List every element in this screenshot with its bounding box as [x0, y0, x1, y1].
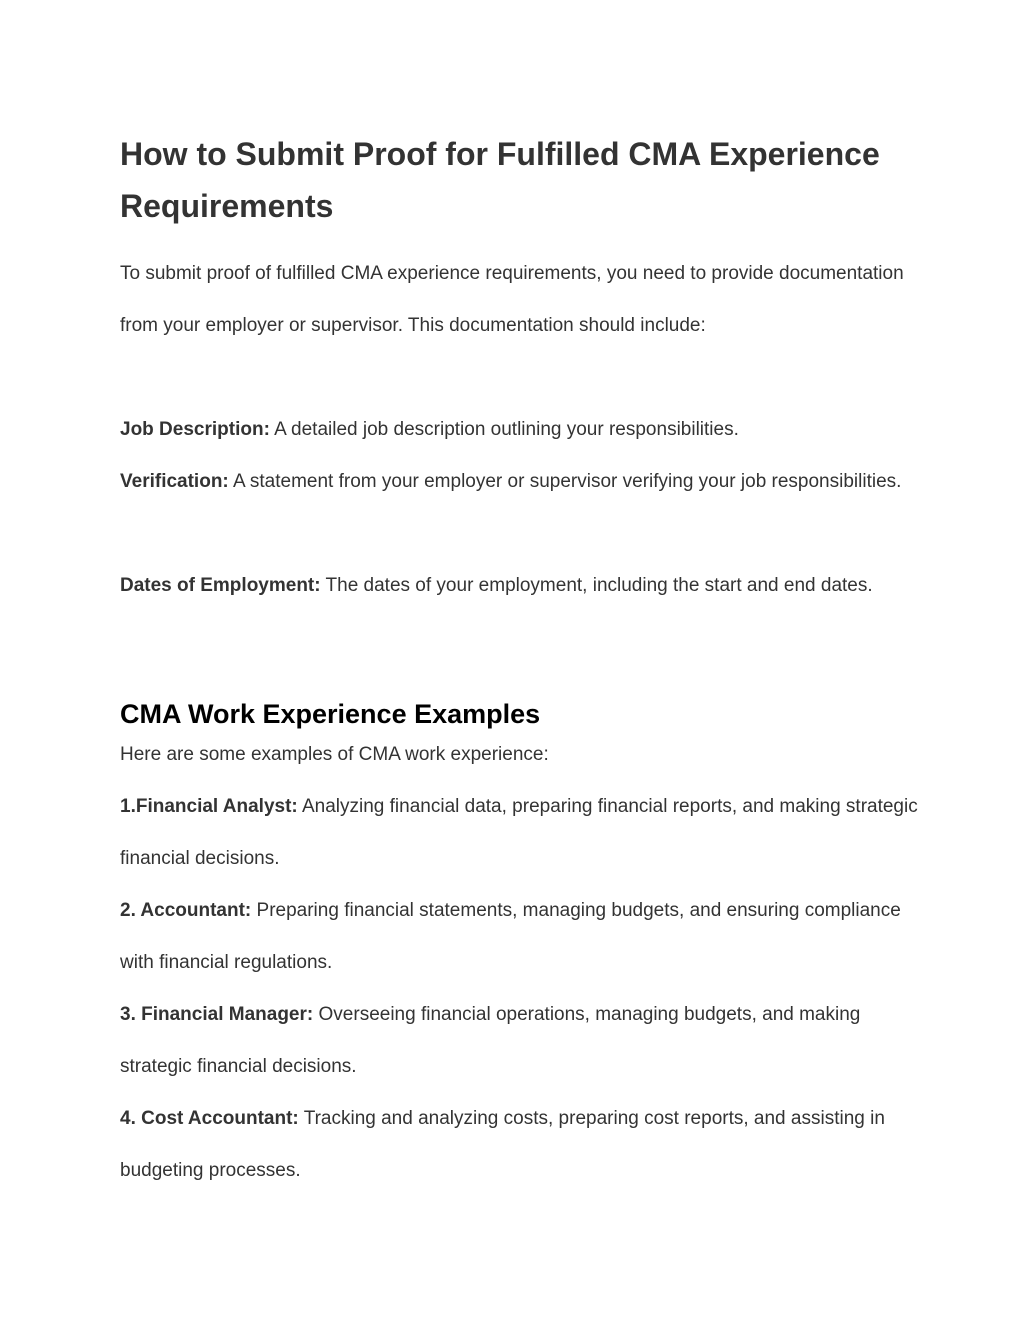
section-title: CMA Work Experience Examples	[120, 699, 541, 729]
requirement-verification	[120, 456, 920, 508]
requirement-text: A detailed job description outlining your responsibilities.	[274, 419, 739, 440]
example-text: Analyzing financial data, preparing financial reports, and making strategic financial decisions.	[120, 796, 918, 869]
document-header	[120, 128, 920, 232]
intro-paragraph: To submit proof of fulfilled CMA experience requirements, you need to provide documentation from your employer or supervisor. This documentation should include:	[120, 263, 904, 336]
section-intro: Here are some examples of CMA work experience:	[120, 744, 549, 765]
example-text: Overseeing financial operations, managing budgets, and making strategic financial decisions.	[120, 1004, 861, 1077]
example-label: 1.Financial Analyst:	[120, 796, 298, 817]
example-label: 4. Cost Accountant:	[120, 1108, 299, 1129]
requirement-label: Verification:	[120, 471, 229, 492]
example-text: Preparing financial statements, managing budgets, and ensuring compliance with financial regulations.	[120, 900, 901, 973]
example-label: 2. Accountant:	[120, 900, 252, 921]
requirement-label: Dates of Employment:	[120, 575, 321, 596]
example-financial-analyst	[120, 781, 920, 885]
example-text: Tracking and analyzing costs, preparing cost reports, and assisting in budgeting processes.	[120, 1108, 885, 1181]
requirement-job-description	[120, 404, 920, 456]
page-title: How to Submit Proof for Fulfilled CMA Experience Requirements	[120, 136, 880, 224]
example-label: 3. Financial Manager:	[120, 1004, 314, 1025]
example-cost-accountant	[120, 1093, 920, 1197]
requirement-dates-of-employment	[120, 560, 920, 612]
requirement-label: Job Description:	[120, 419, 270, 440]
example-financial-manager	[120, 989, 920, 1093]
requirement-text: The dates of your employment, including the start and end dates.	[325, 575, 873, 596]
example-accountant	[120, 885, 920, 989]
requirement-text: A statement from your employer or supervisor verifying your job responsibilities.	[232, 471, 902, 492]
